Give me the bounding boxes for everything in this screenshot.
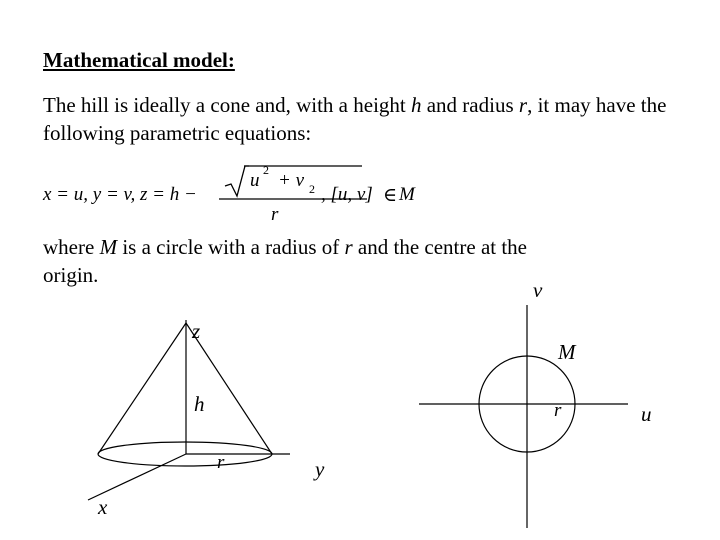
circle-diagram [419, 278, 652, 528]
u-axis-label: u [641, 402, 652, 426]
sqrt-plus-v: + v [278, 170, 305, 191]
cone-left-edge [98, 323, 186, 454]
intro-r-symbol: r [518, 93, 528, 117]
intro-h-symbol: h [410, 93, 422, 117]
slide-heading: Mathematical model: [43, 48, 235, 72]
circle-M-label: M [558, 340, 576, 364]
intro-text-3: , it may have the following parametric equations: [43, 93, 667, 145]
cone-radius-label: r [217, 452, 225, 473]
v-axis-label: v [533, 278, 543, 302]
description-r-symbol: r [344, 235, 353, 259]
sqrt-u: u [250, 170, 260, 191]
equation-lhs: x = u, y = v, z = h − [43, 184, 197, 205]
circle-radius-label: r [554, 400, 562, 421]
z-axis-label: z [192, 319, 201, 343]
cone-diagram [88, 319, 325, 519]
domain-lhs: , [u, v] [321, 184, 373, 205]
sqrt-subscript: 2 [309, 182, 315, 196]
fraction-denominator: r [271, 204, 279, 225]
sqrt-exponent: 2 [263, 163, 269, 177]
description-text-3: and the centre at the origin. [43, 235, 527, 287]
intro-text-1: The hill is ideally a cone and, with a height [43, 93, 411, 117]
y-axis-label: y [315, 457, 325, 481]
x-axis [88, 454, 186, 500]
x-axis-label: x [98, 495, 108, 519]
description-text-2: is a circle with a radius of [117, 235, 345, 259]
intro-text-2: and radius [421, 93, 519, 117]
description-text-1: where [43, 235, 100, 259]
height-label: h [194, 392, 205, 416]
description-M-symbol: M [99, 235, 118, 259]
element-of-symbol: ∈ [383, 185, 398, 206]
domain-set: M [399, 184, 415, 205]
